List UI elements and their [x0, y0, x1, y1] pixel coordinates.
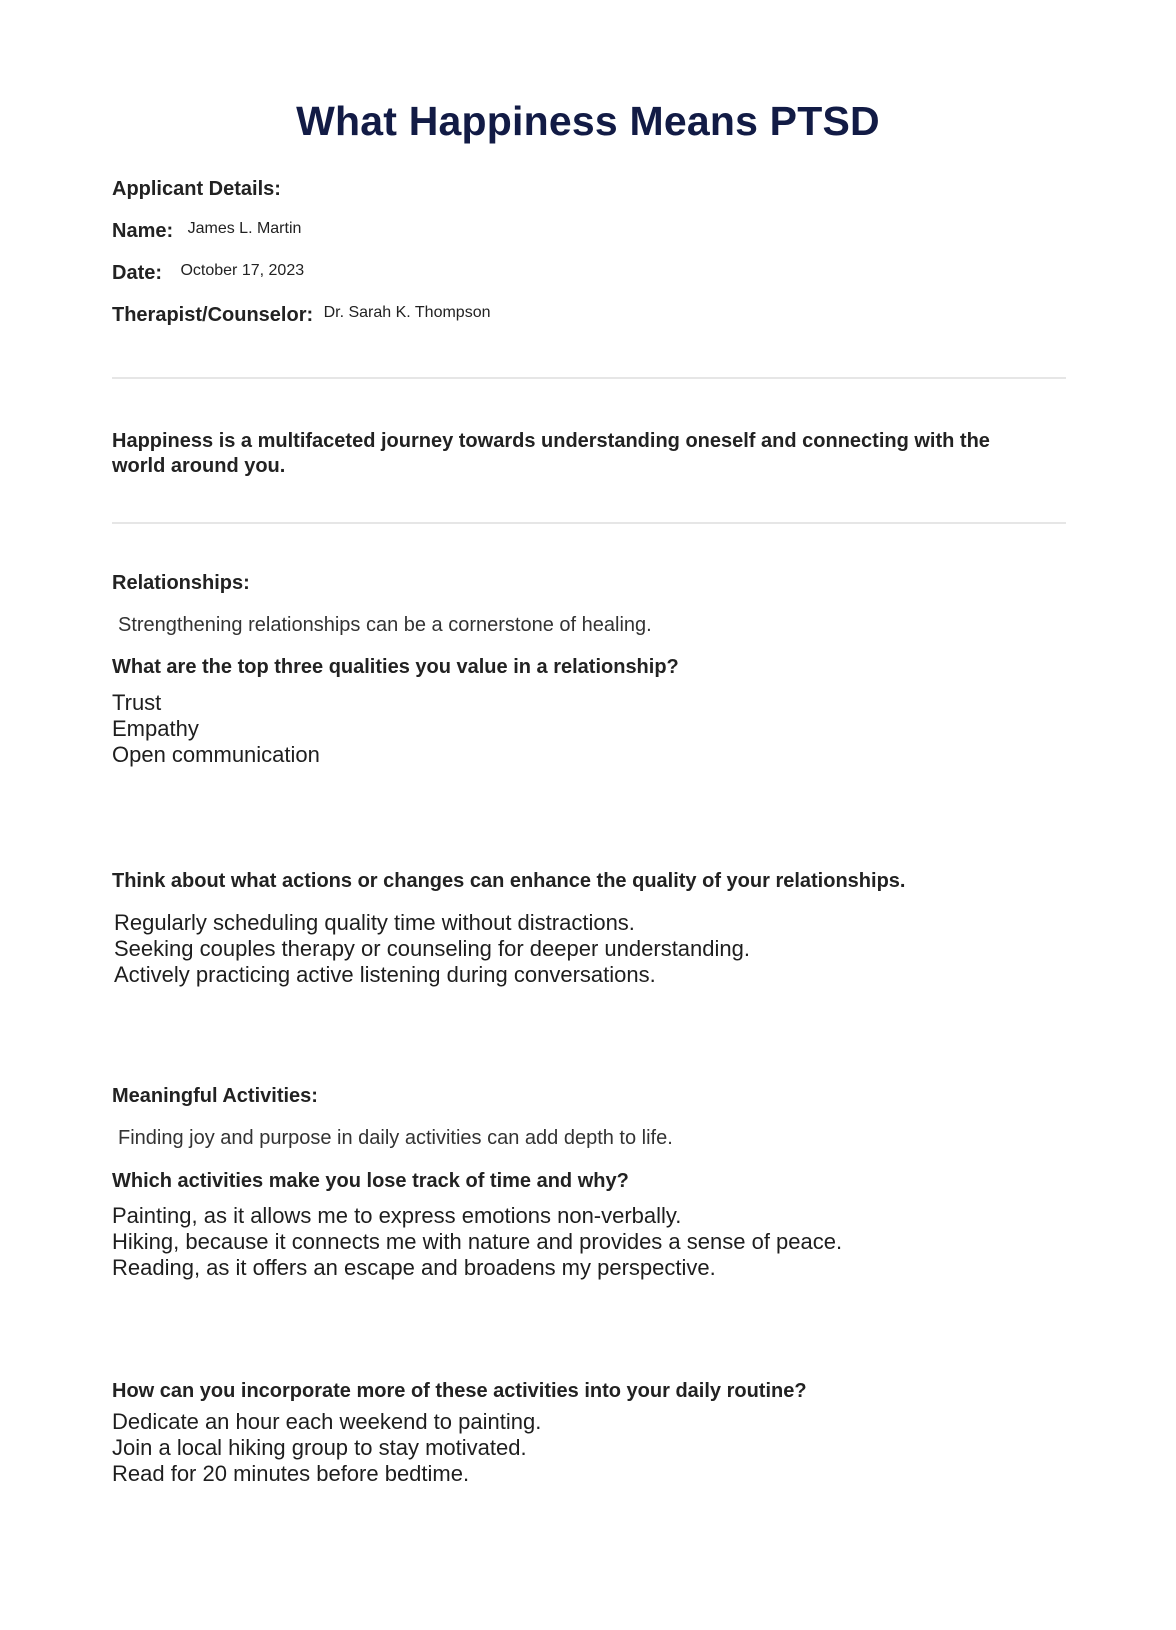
divider	[112, 522, 1066, 524]
applicant-details-heading: Applicant Details:	[112, 178, 281, 200]
activities-question-1: Which activities make you lose track of time and why?	[112, 1170, 629, 1192]
activities-description: Finding joy and purpose in daily activities can add depth to life.	[118, 1127, 673, 1149]
answer-line: Empathy	[112, 716, 199, 741]
answer-line: Trust	[112, 690, 162, 715]
name-label: Name:	[112, 220, 174, 242]
therapist-value: Dr. Sarah K. Thompson	[323, 304, 491, 321]
date-row	[112, 262, 304, 285]
name-row	[112, 220, 301, 243]
relationships-question-2: Think about what actions or changes can enhance the quality of your relationships.	[112, 870, 906, 892]
relationships-heading: Relationships:	[112, 572, 250, 594]
answer-line: Join a local hiking group to stay motivated.	[112, 1435, 527, 1460]
answer-line: Actively practicing active listening during conversations.	[114, 962, 656, 987]
therapist-label: Therapist/Counselor:	[112, 304, 314, 326]
answer-line: Painting, as it allows me to express emotions non-verbally.	[112, 1203, 682, 1228]
answer-line: Read for 20 minutes before bedtime.	[112, 1461, 470, 1486]
page-title: What Happiness Means PTSD	[296, 98, 880, 144]
relationships-description: Strengthening relationships can be a cornerstone of healing.	[118, 614, 652, 636]
date-value: October 17, 2023	[180, 262, 305, 279]
answer-line: Reading, as it offers an escape and broadens my perspective.	[112, 1255, 716, 1280]
intro-statement: Happiness is a multifaceted journey towards understanding oneself and connecting with the world around you.	[112, 430, 990, 477]
answer-line: Regularly scheduling quality time without distractions.	[114, 910, 635, 935]
relationships-question-1: What are the top three qualities you value in a relationship?	[112, 656, 679, 678]
activities-answer-2	[112, 1409, 541, 1487]
activities-question-2: How can you incorporate more of these activities into your daily routine?	[112, 1380, 807, 1402]
relationships-answer-2	[114, 910, 750, 988]
therapist-row	[112, 304, 491, 327]
answer-line: Dedicate an hour each weekend to painting.	[112, 1409, 542, 1434]
answer-line: Hiking, because it connects me with nature and provides a sense of peace.	[112, 1229, 843, 1254]
divider	[112, 377, 1066, 379]
relationships-answer-1	[112, 690, 320, 768]
answer-line: Open communication	[112, 742, 320, 767]
date-label: Date:	[112, 262, 163, 284]
activities-answer-1	[112, 1203, 842, 1281]
name-value: James L. Martin	[187, 220, 302, 237]
activities-heading: Meaningful Activities:	[112, 1085, 318, 1107]
answer-line: Seeking couples therapy or counseling for deeper understanding.	[114, 936, 750, 961]
applicant-details-section	[112, 178, 281, 201]
